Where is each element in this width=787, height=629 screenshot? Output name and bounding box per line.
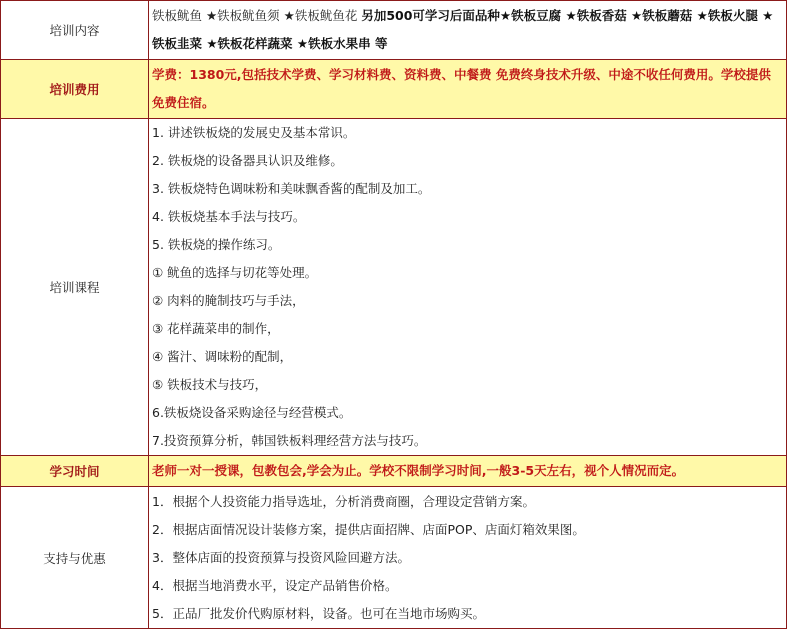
row-study-time xyxy=(1,456,787,487)
course-item: 3. 铁板烧特色调味粉和美味飘香酱的配制及加工。 xyxy=(152,181,431,196)
value-study-time: 老师一对一授课，包教包会,学会为止。学校不限制学习时间,一般3-5天左右，视个人情况而定。 xyxy=(149,456,787,487)
training-content-normal: 铁板鱿鱼 ★铁板鱿鱼须 ★铁板鱿鱼花 xyxy=(152,8,362,23)
label-training-course: 培训课程 xyxy=(1,119,149,456)
course-item: 5. 铁板烧的操作练习。 xyxy=(152,237,281,252)
value-support xyxy=(149,487,787,629)
course-item: ⑤ 铁板技术与技巧， xyxy=(152,377,268,392)
row-support xyxy=(1,487,787,629)
support-item: 2．根据店面情况设计装修方案，提供店面招牌、店面POP、店面灯箱效果图。 xyxy=(152,521,585,537)
support-item: 3．整体店面的投资预算与投资风险回避方法。 xyxy=(152,549,410,565)
course-item: ① 鱿鱼的选择与切花等处理。 xyxy=(152,265,318,280)
course-item: 7.投资预算分析，韩国铁板料理经营方法与技巧。 xyxy=(152,433,427,448)
value-training-content xyxy=(149,1,787,60)
course-item: 1. 讲述铁板烧的发展史及基本常识。 xyxy=(152,125,356,140)
label-training-fee: 培训费用 xyxy=(1,60,149,119)
course-item: 2. 铁板烧的设备器具认识及维修。 xyxy=(152,153,343,168)
training-content-bold: 另加500可学习后面品种★铁板豆腐 ★铁板香菇 ★铁板蘑菇 ★铁板火腿 ★铁板韭菜 ★铁板花样蔬菜 ★铁板水果串 等 xyxy=(152,8,774,51)
support-item: 1．根据个人投资能力指导选址，分析消费商圈，合理设定营销方案。 xyxy=(152,493,535,509)
value-training-course xyxy=(149,119,787,456)
row-training-content xyxy=(1,1,787,60)
label-training-content: 培训内容 xyxy=(1,1,149,60)
course-item: ② 肉料的腌制技巧与手法， xyxy=(152,293,305,308)
row-training-fee xyxy=(1,60,787,119)
course-item: ④ 酱汁、调味粉的配制， xyxy=(152,349,293,364)
value-training-fee: 学费：1380元,包括技术学费、学习材料费、资料费、中餐费 免费终身技术升级、中途不收任何费用。学校提供免费住宿。 xyxy=(149,60,787,119)
course-item: 4. 铁板烧基本手法与技巧。 xyxy=(152,209,306,224)
course-item: 6.铁板烧设备采购途径与经营模式。 xyxy=(152,405,352,420)
row-training-course xyxy=(1,119,787,456)
course-item: ③ 花样蔬菜串的制作， xyxy=(152,321,280,336)
support-item: 4．根据当地消费水平，设定产品销售价格。 xyxy=(152,577,398,593)
label-support: 支持与优惠 xyxy=(1,487,149,629)
label-study-time: 学习时间 xyxy=(1,456,149,487)
support-item: 5．正品厂批发价代购原材料，设备。也可在当地市场购买。 xyxy=(152,605,485,621)
